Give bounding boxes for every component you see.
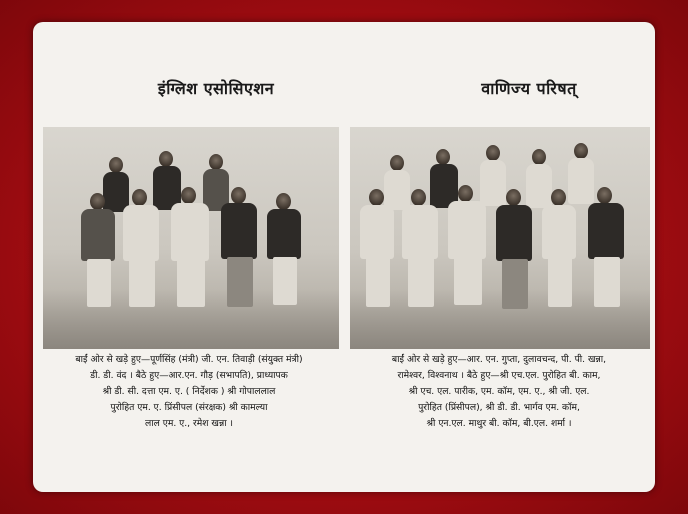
caption-line: रामेश्वर, विश्वनाथ । बैठे हुए—श्री एच.एल. पुरोहित बी. काम, xyxy=(397,370,601,381)
english-association-caption xyxy=(39,352,339,432)
caption-line: डी. डी. वंद । बैठे हुए—आर.एन. गौड़ (सभापति), प्राध्यापक xyxy=(90,370,288,381)
caption-line: बाईं ओर से खड़े हुए—पूर्णसिंह (मंत्री) जी. एन. तिवाड़ी (संयुक्त मंत्री) xyxy=(75,354,303,365)
commerce-council-caption xyxy=(346,352,652,432)
scrapbook-page xyxy=(33,22,655,492)
caption-line: श्री डी. सी. दत्ता एम. ए. ( निर्देशक ) श्री गोपाललाल xyxy=(102,386,276,397)
commerce-council-group-photo xyxy=(350,127,650,349)
commerce-council-heading: वाणिज्य परिषत् xyxy=(481,79,577,98)
english-association-group-photo xyxy=(43,127,339,349)
english-association-heading: इंग्लिश एसोसिएशन xyxy=(157,79,275,98)
caption-line: लाल एम. ए., रमेश खन्ना । xyxy=(145,418,233,429)
caption-line: पुरोहित एम. ए. प्रिंसीपल (संरक्षक) श्री कामल्या xyxy=(110,402,268,413)
caption-line: बाईं ओर से खड़े हुए—आर. एन. गुप्ता, दुलावचन्द, पी. पी. खन्ना, xyxy=(391,354,607,365)
caption-line: श्री एच. एल. पारीक, एम. कॉम, एम. ए., श्री जी. एल. xyxy=(408,386,590,397)
caption-line: श्री एन.एल. माथुर बी. कॉम, बी.एल. शर्मा । xyxy=(426,418,572,429)
caption-line: पुरोहित (प्रिंसीपल), श्री डी. डी. भार्गव एम. कॉम, xyxy=(418,402,580,413)
